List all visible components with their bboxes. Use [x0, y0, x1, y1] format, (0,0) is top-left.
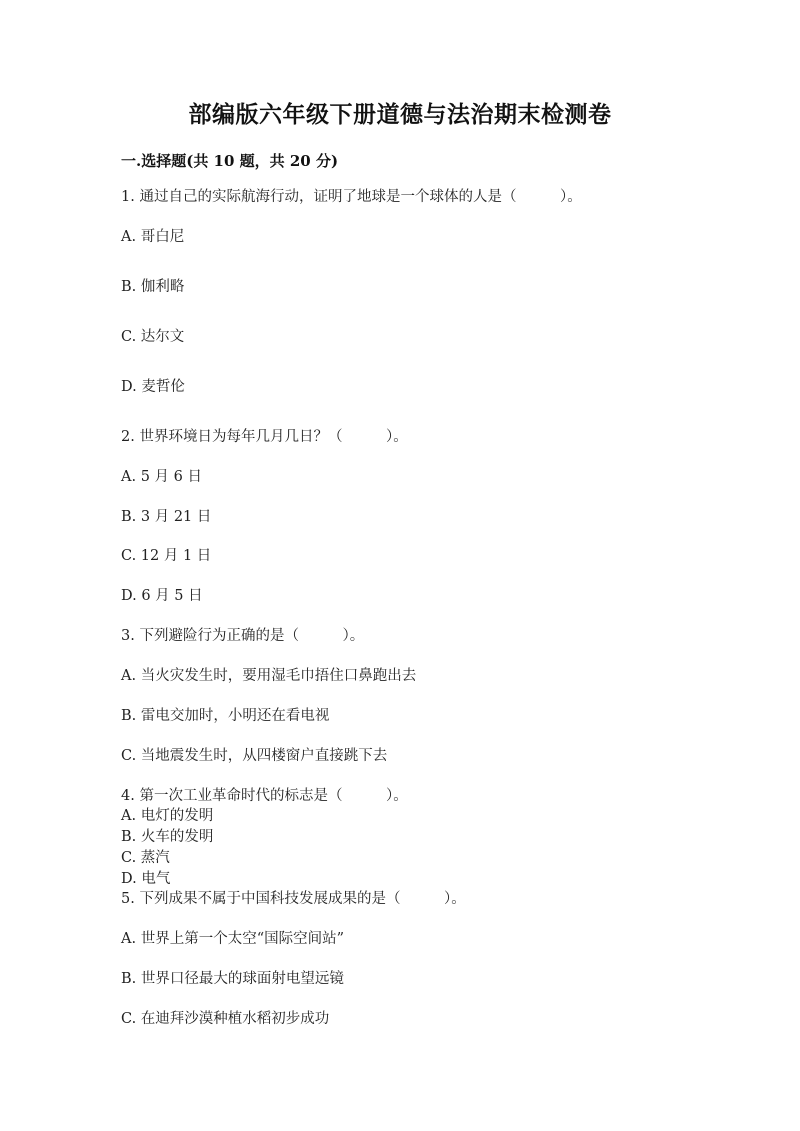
question-2-option-d: D. 6 月 5 日: [121, 588, 203, 604]
question-1-option-a: A. 哥白尼: [121, 229, 185, 245]
question-1-option-b: B. 伽利略: [121, 279, 185, 295]
page-title: 部编版六年级下册道德与法治期末检测卷: [188, 101, 612, 128]
section-heading: 一.选择题(共 10 题，共 20 分): [121, 152, 339, 170]
question-4-option-b: B. 火车的发明: [121, 829, 214, 845]
question-5-option-c: C. 在迪拜沙漠种植水稻初步成功: [121, 1011, 330, 1027]
question-5-option-a: A. 世界上第一个太空“国际空间站”: [121, 931, 345, 947]
question-4-option-c: C. 蒸汽: [121, 850, 170, 866]
question-3-option-c: C. 当地震发生时，从四楼窗户直接跳下去: [121, 748, 388, 764]
question-2-stem: 2. 世界环境日为每年几月几日？（ ）。: [121, 429, 408, 445]
question-3-option-a: A. 当火灾发生时，要用湿毛巾捂住口鼻跑出去: [121, 668, 417, 684]
question-2-option-c: C. 12 月 1 日: [121, 548, 212, 564]
question-1-option-d: D. 麦哲伦: [121, 379, 185, 395]
question-2-option-b: B. 3 月 21 日: [121, 509, 212, 525]
question-1-stem: 1. 通过自己的实际航海行动，证明了地球是一个球体的人是（ ）。: [121, 189, 582, 205]
question-3-stem: 3. 下列避险行为正确的是（ ）。: [121, 628, 365, 644]
question-4-option-d: D. 电气: [121, 871, 171, 887]
question-1-option-c: C. 达尔文: [121, 329, 185, 345]
question-5-stem: 5. 下列成果不属于中国科技发展成果的是（ ）。: [121, 891, 466, 907]
question-4-stem: 4. 第一次工业革命时代的标志是（ ）。: [121, 788, 408, 804]
question-5-option-b: B. 世界口径最大的球面射电望远镜: [121, 971, 344, 987]
question-2-option-a: A. 5 月 6 日: [121, 469, 202, 485]
question-3-option-b: B. 雷电交加时，小明还在看电视: [121, 708, 330, 724]
question-4-option-a: A. 电灯的发明: [121, 808, 214, 824]
